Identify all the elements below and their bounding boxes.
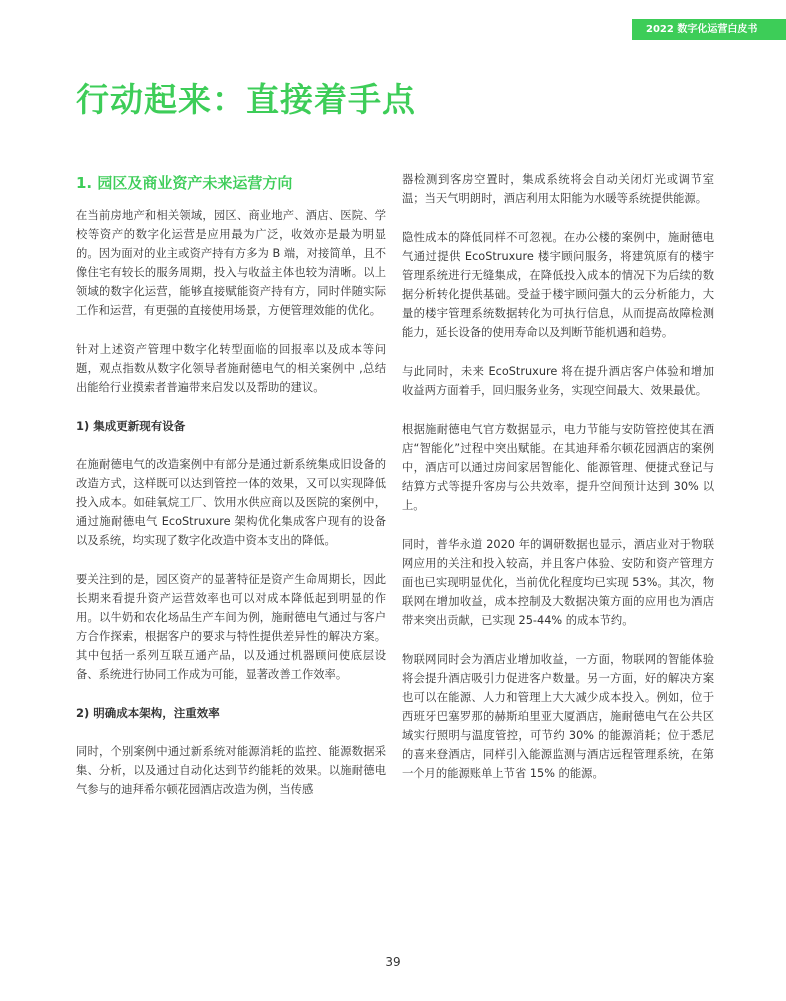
paragraph: 隐性成本的降低同样不可忽视。在办公楼的案例中，施耐德电气通过提供 EcoStruxure 楼宇顾问服务，将建筑原有的楼宇管理系统进行无缝集成，在降低投入成本的情况下为后续的数据分析转化提供基础。受益于楼宇顾问强大的云分析能力，大量的楼宇管理系统数据转化为可执行信息，从而提高故障检测能力，延长设备的使用寿命以及判断节能机遇和趋势。	[402, 231, 714, 339]
paragraph: 在施耐德电气的改造案例中有部分是通过新系统集成旧设备的改造方式，这样既可以达到管控一体的效果，又可以实现降低投入成本。如硅氧烷工厂、饮用水供应商以及医院的案例中，通过施耐德电气 EcoStruxure 架构优化集成客户现有的设备以及系统，均实现了数字化改造中资本支出的降低。	[76, 458, 386, 547]
paragraph: 在当前房地产和相关领域，园区、商业地产、酒店、医院、学校等资产的数字化运营是应用最为广泛，收效亦是最为明显的。因为面对的业主或资产持有方多为 B 端，对接简单，且不像住宅有较长的服务周期，投入与收益主体也较为清晰。以上领域的数字化运营，能够直接赋能资产持有方，同时伴随实际工作和运营，有更强的直接使用场景，方便管理效能的优化。	[76, 209, 386, 317]
page-title: 行动起来：直接着手点	[76, 80, 416, 119]
page-number: 39	[385, 955, 401, 969]
paragraph: 要关注到的是，园区资产的显著特征是资产生命周期长，因此长期来看提升资产运营效率也可以对成本降低起到明显的作用。以牛奶和农化场品生产车间为例，施耐德电气通过与客户方合作探索，根据客户的要求与特性提供差异性的解决方案。其中包括一系列互联互通产品，以及通过机器顾问使底层设备、系统进行协同工作成为可能，显著改善工作效率。	[76, 573, 386, 681]
paragraph: 根据施耐德电气官方数据显示，电力节能与安防管控使其在酒店“智能化”过程中突出赋能。在其迪拜希尔顿花园酒店的案例中，酒店可以通过房间家居智能化、能源管理、便捷式登记与结算方式等提升客房与公共效率，提升空间预计达到 30% 以上。	[402, 423, 714, 512]
paragraph: 与此同时，未来 EcoStruxure 将在提升酒店客户体验和增加收益两方面着手，回归服务业务，实现空间最大、效果最优。	[402, 365, 714, 397]
paragraph: 针对上述资产管理中数字化转型面临的回报率以及成本等问题，观点指数从数字化领导者施耐德电气的相关案例中 ,总结出能给行业摸索者普遍带来启发以及帮助的建议。	[76, 343, 386, 394]
paragraph: 物联网同时会为酒店业增加收益，一方面，物联网的智能体验将会提升酒店吸引力促进客户数量。另一方面，好的解决方案也可以在能源、人力和管理上大大减少成本投入。例如，位于西班牙巴塞罗那的赫斯珀里亚大厦酒店，施耐德电气在公共区域实行照明与温度管控，可节约 30% 的能源消耗；位于悉尼的喜来登酒店，同样引入能源监测与酒店远程管理系统，在第一个月的能源账单上节省 15% 的能源。	[402, 653, 714, 780]
subheading-integrate-devices: 1) 集成更新现有设备	[76, 419, 186, 433]
paragraph: 同时，普华永道 2020 年的调研数据也显示，酒店业对于物联网应用的关注和投入较高，并且客户体验、安防和资产管理方面也已实现明显优化，当前优化程度均已实现 53%。其次，物联网在增加收益，成本控制及大数据决策方面的应用也为酒店带来突出贡献，已实现 25-44% 的成本节约。	[402, 538, 714, 627]
subheading-cost-structure: 2) 明确成本架构，注重效率	[76, 706, 220, 720]
header-badge: 2022 数字化运营白皮书	[632, 19, 786, 40]
paragraph: 同时，个别案例中通过新系统对能源消耗的监控、能源数据采集、分析，以及通过自动化达到节约能耗的效果。以施耐德电气参与的迪拜希尔顿花园酒店改造为例，当传感	[76, 745, 386, 796]
paragraph: 器检测到客房空置时，集成系统将会自动关闭灯光或调节室温；当天气明朗时，酒店利用太阳能为水暖等系统提供能源。	[402, 173, 714, 205]
left-column	[76, 170, 386, 819]
section-heading: 1. 园区及商业资产未来运营方向	[76, 174, 293, 192]
right-column	[402, 170, 714, 803]
